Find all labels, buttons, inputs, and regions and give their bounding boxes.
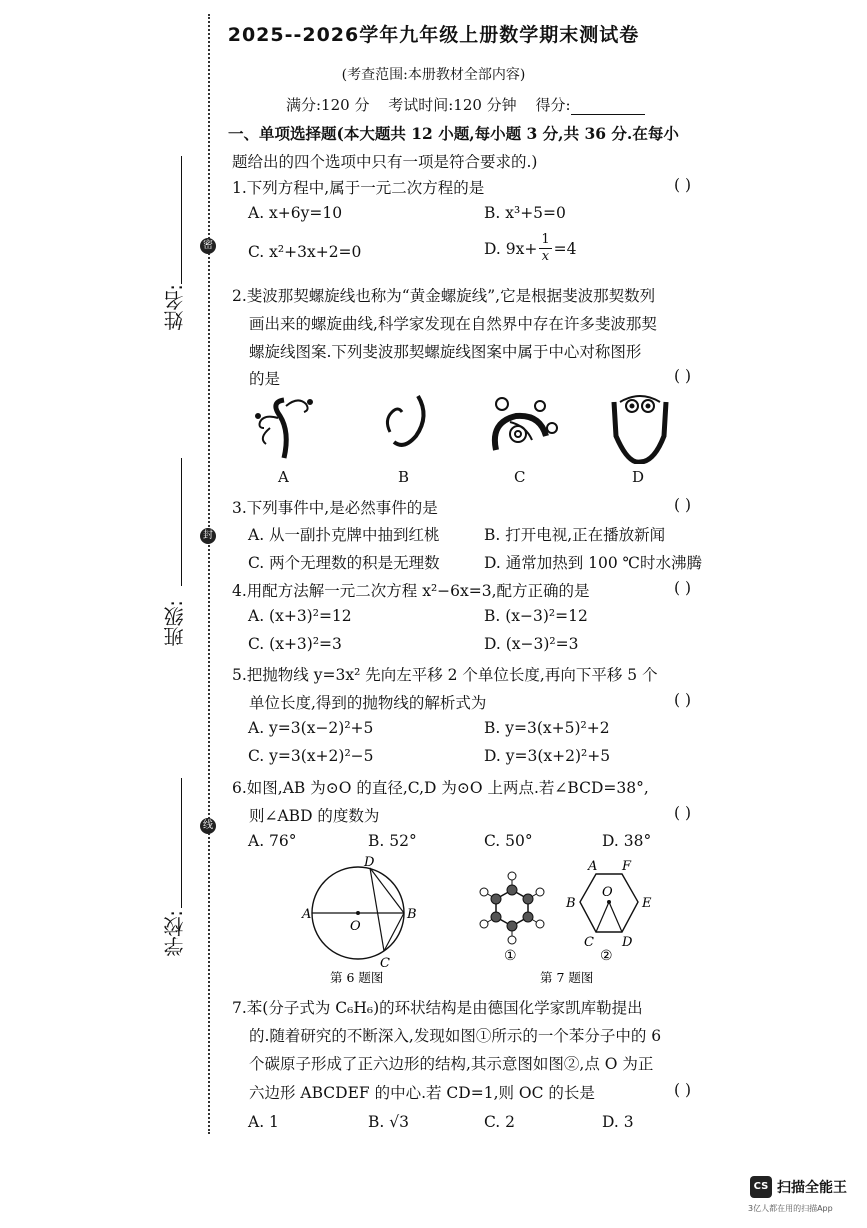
fig7-label-a: A [588, 859, 598, 874]
name-label: 姓名: [163, 284, 187, 331]
exam-scope: (考查范围:本册教材全部内容) [341, 67, 526, 83]
q4-answer-paren[interactable]: ( ) [674, 579, 692, 597]
q1-stem: 1.下列方程中,属于一元二次方程的是 [232, 179, 485, 197]
q7-option-a: A. 1 [248, 1113, 279, 1131]
q1-d-fraction [539, 232, 551, 265]
spiral-figure-a [256, 400, 312, 458]
class-blank[interactable] [181, 458, 182, 586]
fig7-label-e: E [642, 896, 652, 911]
fig6-circle-diagram [301, 856, 417, 971]
q2-label-b: B [398, 468, 410, 486]
camscanner-logo-icon: CS [750, 1176, 772, 1198]
q7-option-d: D. 3 [602, 1113, 634, 1131]
q7-line2: 的.随着研究的不断深入,发现如图①所示的一个苯分子中的 6 [249, 1027, 662, 1045]
q5-option-d: D. y=3(x+2)²+5 [484, 747, 611, 765]
spiral-figure-b [387, 396, 423, 445]
q6-answer-paren[interactable]: ( ) [674, 804, 692, 822]
q5-line2: 单位长度,得到的抛物线的解析式为 [249, 694, 487, 712]
school-blank[interactable] [181, 778, 182, 908]
binding-dotted-line [208, 14, 210, 1134]
fig7-benzene-molecule [480, 872, 544, 964]
q7-answer-paren[interactable]: ( ) [674, 1081, 692, 1099]
q1-d-prefix: D. 9x+ [484, 239, 538, 258]
q6-option-c: C. 50° [484, 832, 533, 850]
fig6-label-c: C [380, 956, 390, 971]
q2-line3: 螺旋线图案.下列斐波那契螺旋线图案中属于中心对称图形 [249, 343, 642, 361]
fig7-label-f: F [622, 859, 632, 874]
q3-answer-paren[interactable]: ( ) [674, 496, 692, 514]
q6-line2: 则∠ABD 的度数为 [249, 807, 380, 825]
name-blank[interactable] [181, 156, 182, 284]
page-title: 2025--2026学年九年级上册数学期末测试卷 [227, 24, 640, 46]
q6-option-d: D. 38° [602, 832, 652, 850]
q5-option-c: C. y=3(x+2)²−5 [248, 747, 374, 765]
q7-line3: 个碳原子形成了正六边形的结构,其示意图如图②,点 O 为正 [249, 1055, 654, 1073]
fig7-label-o: O [602, 885, 613, 900]
full-score: 满分:120 分 [286, 96, 370, 114]
exam-meta [286, 94, 659, 115]
q3-option-b: B. 打开电视,正在播放新闻 [484, 526, 666, 544]
q4-option-b: B. (x−3)²=12 [484, 607, 588, 625]
fig6-label-a: A [302, 907, 312, 922]
fig7-label-d: D [622, 935, 633, 950]
q1-option-a: A. x+6y=10 [248, 204, 343, 222]
q7-option-b: B. √3 [368, 1113, 409, 1131]
q1-option-b: B. x³+5=0 [484, 204, 566, 222]
q5-option-b: B. y=3(x+5)²+2 [484, 719, 610, 737]
q4-option-d: D. (x−3)²=3 [484, 635, 579, 653]
fig6-label-b: B [407, 907, 417, 922]
exam-time: 考试时间:120 分钟 [388, 96, 517, 114]
q5-option-a: A. y=3(x−2)²+5 [248, 719, 374, 737]
fig6-label-d: D [364, 856, 375, 870]
q2-label-d: D [632, 468, 645, 486]
q4-option-a: A. (x+3)²=12 [248, 607, 352, 625]
fig7-mark-2: ② [600, 948, 613, 964]
q6-line1: 6.如图,AB 为⊙O 的直径,C,D 为⊙O 上两点.若∠BCD=38°, [232, 779, 649, 797]
q7-line1: 7.苯(分子式为 C₆H₆)的环状结构是由德国化学家凯库勒提出 [232, 999, 643, 1017]
q5-answer-paren[interactable]: ( ) [674, 691, 692, 709]
q1-answer-paren[interactable]: ( ) [674, 176, 692, 194]
q2-label-a: A [278, 468, 289, 486]
section-heading-cont: 题给出的四个选项中只有一项是符合要求的.) [232, 153, 538, 171]
camscanner-app-name: 扫描全能王 [777, 1180, 847, 1196]
seal-feng: 封 [200, 528, 216, 544]
fig7-label-b: B [566, 896, 576, 911]
fig6-caption: 第 6 题图 [330, 970, 384, 985]
q1-d-denominator: x [541, 249, 550, 264]
q2-answer-paren[interactable]: ( ) [674, 367, 692, 385]
fig7-mark-1: ① [504, 948, 517, 964]
spiral-figure-d [614, 396, 666, 462]
section-heading: 一、单项选择题(本大题共 12 小题,每小题 3 分,共 36 分.在每小 [228, 124, 679, 143]
q7-option-c: C. 2 [484, 1113, 516, 1131]
figures-q6-q7 [300, 856, 670, 986]
q4-stem: 4.用配方法解一元二次方程 x²−6x=3,配方正确的是 [232, 582, 590, 600]
q3-option-c: C. 两个无理数的积是无理数 [248, 554, 440, 572]
q1-option-d [484, 232, 576, 265]
score-blank[interactable] [571, 98, 645, 115]
q1-d-suffix: =4 [553, 239, 577, 258]
q7-line4: 六边形 ABCDEF 的中心.若 CD=1,则 OC 的长是 [249, 1084, 595, 1102]
q2-line2: 画出来的螺旋曲线,科学家发现在自然界中存在许多斐波那契 [249, 315, 657, 333]
q2-spiral-figures [240, 392, 690, 464]
fig7-caption: 第 7 题图 [540, 970, 594, 985]
q1-option-c: C. x²+3x+2=0 [248, 243, 362, 261]
score-label: 得分: [535, 96, 571, 114]
fig7-label-c: C [584, 935, 594, 950]
q2-label-c: C [514, 468, 526, 486]
q5-line1: 5.把抛物线 y=3x² 先向左平移 2 个单位长度,再向下平移 5 个 [232, 666, 658, 684]
q1-d-numerator: 1 [541, 232, 550, 247]
q2-line1: 2.斐波那契螺旋线也称为“黄金螺旋线”,它是根据斐波那契数列 [232, 287, 656, 305]
seal-xian: 线 [200, 818, 216, 834]
q3-stem: 3.下列事件中,是必然事件的是 [232, 499, 438, 517]
seal-mi: 密 [200, 238, 216, 254]
q4-option-c: C. (x+3)²=3 [248, 635, 342, 653]
camscanner-tagline: 3亿人都在用的扫描App [748, 1204, 833, 1213]
q6-option-a: A. 76° [248, 832, 297, 850]
school-label: 学校: [163, 910, 187, 957]
fig7-hexagon-diagram [565, 859, 652, 964]
spiral-figure-c [495, 398, 557, 450]
fig6-label-o: O [350, 919, 361, 934]
q3-option-d: D. 通常加热到 100 ℃时水沸腾 [484, 554, 703, 572]
q6-option-b: B. 52° [368, 832, 417, 850]
q3-option-a: A. 从一副扑克牌中抽到红桃 [248, 526, 440, 544]
q2-line4: 的是 [249, 370, 281, 388]
class-label: 班级: [163, 600, 187, 647]
